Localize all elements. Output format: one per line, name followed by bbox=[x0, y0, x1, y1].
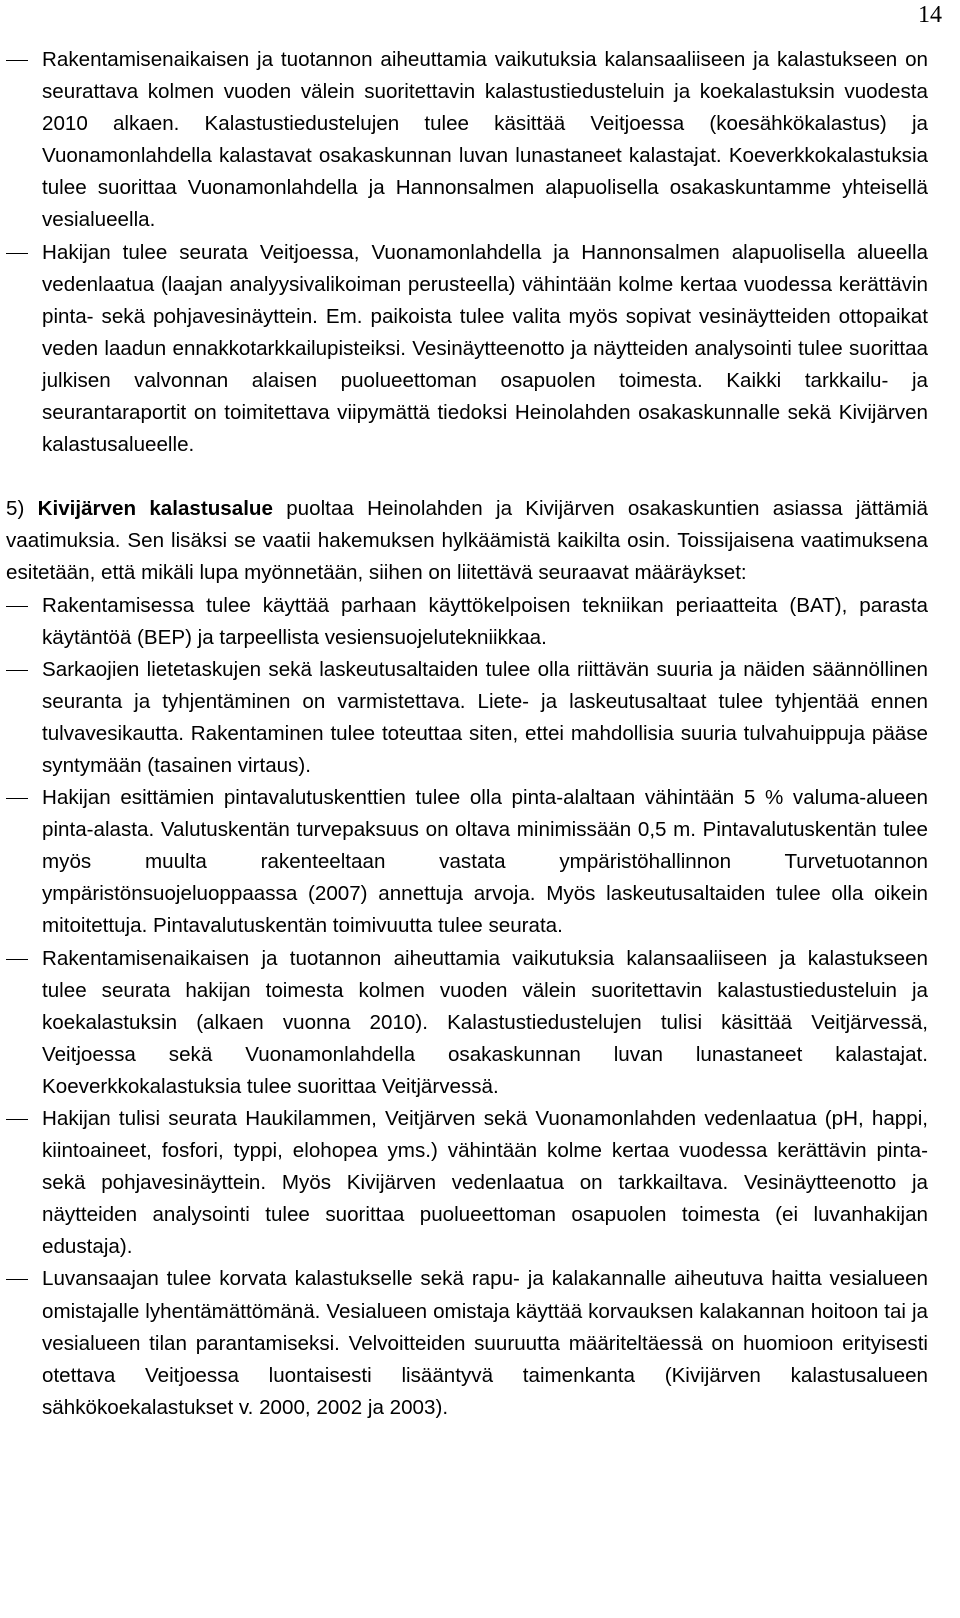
document-body bbox=[6, 44, 928, 1424]
list-item-text: Hakijan esittämien pintavalutuskenttien tulee olla pinta-alaltaan vähintään 5 % valuma-alueen pinta-alasta. Valutuskentän turvepaksuus on oltava minimissään 0,5 m. Pintavalutuskentän tulee myös muulta rakenteeltaan vastata ympäristöhallinnon Turvetuotannon ympäristönsuojeluoppaassa (2007) annettuja arvoja. Myös laskeutusaltaiden tulee olla oikein mitoitettuja. Pintavalutuskentän toimivuutta tulee seurata. bbox=[42, 786, 928, 938]
dash-bullet-icon bbox=[6, 253, 28, 254]
list-item bbox=[6, 1103, 928, 1263]
dash-bullet-icon bbox=[6, 670, 28, 671]
list-item bbox=[6, 237, 928, 462]
list-item-text: Hakijan tulee seurata Veitjoessa, Vuonamonlahdella ja Hannonsalmen alapuolisella alueella vedenlaatua (laajan analyysivalikoiman perusteella) vähintään kolme kertaa vuodessa kerättävin pinta- sekä pohjavesinäyttein. Em. paikoista tulee valita myös sopivat vesinäytteiden ottopaikat veden laadun ennakkotarkkailupisteiksi. Vesinäytteenotto ja näytteiden analysointi tulee suorittaa julkisen valvonnan alaisen puolueettoman osapuolen toimesta. Kaikki tarkkailu- ja seurantaraportit on toimitettava viipymättä tiedoksi Heinolahden osakaskunnalle sekä Kivijärven kalastusalueelle. bbox=[42, 240, 928, 457]
list-item bbox=[6, 654, 928, 782]
section-text: puoltaa Heinolahden ja Kivijärven osakaskuntien asiassa jättämiä vaatimuksia. Sen lisäksi se vaatii hakemuksen hylkäämistä kaikilta osin. Toissijaisena vaatimuksena esitetään, että mikäli lupa myönnetään, siihen on liitettävä seuraavat määräykset: bbox=[6, 497, 928, 585]
list-item-text: Rakentamisessa tulee käyttää parhaan käyttökelpoisen tekniikan periaatteita (BAT), parasta käytäntöä (BEP) ja tarpeellista vesiensuojelutekniikkaa. bbox=[42, 593, 928, 649]
list-item bbox=[6, 590, 928, 654]
dash-bullet-icon bbox=[6, 1279, 28, 1280]
dash-bullet-icon bbox=[6, 60, 28, 61]
list-item-text: Rakentamisenaikaisen ja tuotannon aiheuttamia vaikutuksia kalansaaliiseen ja kalastukseen tulee seurata hakijan toimesta kolmen vuoden välein suoritettavin kalastustiedusteluin ja koekalastuksin (alkaen vuonna 2010). Kalastustiedustelujen tulisi käsittää Veitjärvessä, Veitjoessa sekä Vuonamonlahdella osakaskunnan luvan lunastaneet kalastajat. Koeverkkokalastuksia tulee suorittaa Veitjärvessä. bbox=[42, 946, 928, 1098]
list-item bbox=[6, 44, 928, 237]
list-item bbox=[6, 1263, 928, 1423]
dash-bullet-icon bbox=[6, 959, 28, 960]
page-number: 14 bbox=[918, 2, 942, 28]
section-number: 5) bbox=[6, 497, 38, 521]
dash-bullet-icon bbox=[6, 1119, 28, 1120]
list-item-text: Hakijan tulisi seurata Haukilammen, Veitjärven sekä Vuonamonlahden vedenlaatua (pH, happi, kiintoaineet, fosfori, typpi, elohopea yms.) vähintään kolme kertaa vuodessa kerättävin pinta- sekä pohjavesinäyttein. Myös Kivijärven vedenlaatua on tarkkailtava. Vesinäytteenotto ja näytteiden analysointi tulee suorittaa puolueettoman osapuolen toimesta (ei luvanhakijan edustaja). bbox=[42, 1107, 928, 1259]
list-item bbox=[6, 782, 928, 942]
list-item bbox=[6, 943, 928, 1103]
organization-name: Kivijärven kalastusalue bbox=[37, 497, 273, 521]
list-item-text: Rakentamisenaikaisen ja tuotannon aiheuttamia vaikutuksia kalansaaliiseen ja kalastukseen on seurattava kolmen vuoden välein suoritettavin kalastustiedusteluin ja koekalastuksin vuodesta 2010 alkaen. Kalastustiedustelujen tulee käsittää Veitjoessa (koesähkökalastus) ja Vuonamonlahdella kalastavat osakaskunnan luvan lunastaneet kalastajat. Koeverkkokalastuksia tulee suorittaa Vuonamonlahdella ja Hannonsalmen alapuolisella osakaskuntamme yhteisellä vesialueella. bbox=[42, 48, 928, 232]
requirements-list-bottom bbox=[6, 590, 928, 1424]
section-5-paragraph bbox=[6, 493, 928, 589]
dash-bullet-icon bbox=[6, 798, 28, 799]
list-item-text: Luvansaajan tulee korvata kalastukselle sekä rapu- ja kalakannalle aiheutuva haitta vesialueen omistajalle lyhentämättömänä. Vesialueen omistaja käyttää korvauksen kalakannan hoitoon tai ja vesialueen tilan parantamiseksi. Velvoitteiden suuruutta määriteltäessä on huomioon erityisesti otettava Veitjoessa luontaisesti lisääntyvä taimenkanta (Kivijärven kalastusalueen sähkökoekalastukset v. 2000, 2002 ja 2003). bbox=[42, 1267, 928, 1419]
list-item-text: Sarkaojien lietetaskujen sekä laskeutusaltaiden tulee olla riittävän suuria ja näiden säännöllinen seuranta ja tyhjentäminen on varmistettava. Liete- ja laskeutusaltaat tulee tyhjentää ennen tulvavesikautta. Rakentaminen tulee toteuttaa siten, ettei mahdollisia suuria tulvahuippuja pääse syntymään (tasainen virtaus). bbox=[42, 657, 928, 777]
requirements-list-top bbox=[6, 44, 928, 461]
dash-bullet-icon bbox=[6, 606, 28, 607]
